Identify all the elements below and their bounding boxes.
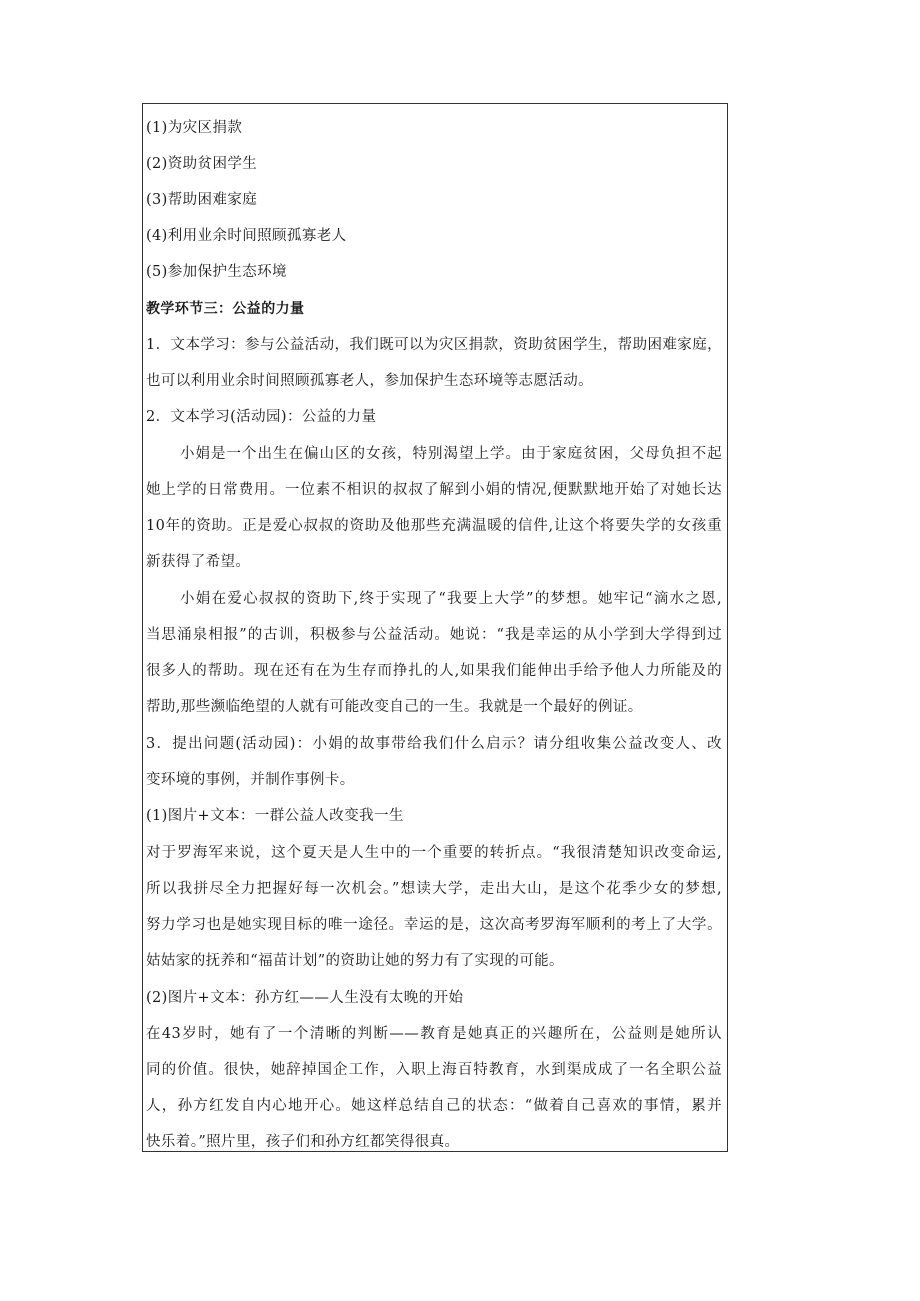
paragraph-line: 在43岁时，她有了一个清晰的判断——教育是她真正的兴趣所在，公益则是她所认 — [146, 1026, 722, 1042]
list-item: (1)为灾区捐款 — [146, 120, 243, 136]
paragraph-line: 小娟是一个出生在偏山区的女孩，特别渴望上学。由于家庭贫困，父母负担不起 — [180, 446, 722, 462]
paragraph-line: 对于罗海军来说，这个夏天是人生中的一个重要的转折点。“我很清楚知识改变命运, — [146, 845, 722, 861]
item-heading: 2．文本学习(活动园)：公益的力量 — [146, 409, 377, 425]
paragraph-line: 她上学的日常费用。一位素不相识的叔叔了解到小娟的情况,便默默地开始了对她长达 — [146, 482, 722, 498]
case-heading: (1)图片+文本：一群公益人改变我一生 — [146, 808, 404, 824]
paragraph-line: 1．文本学习：参与公益活动，我们既可以为灾区捐款，资助贫困学生，帮助困难家庭， — [146, 337, 722, 353]
list-item: (3)帮助困难家庭 — [146, 192, 258, 208]
paragraph-line: 很多人的帮助。现在还有在为生存而挣扎的人,如果我们能伸出手给予他人力所能及的 — [146, 663, 722, 679]
paragraph-line: 也可以利用业余时间照顾孤寡老人，参加保护生态环境等志愿活动。 — [146, 373, 593, 389]
case-heading: (2)图片+文本：孙方红——人生没有太晚的开始 — [146, 990, 464, 1006]
section-title: 教学环节三：公益的力量 — [146, 301, 305, 317]
paragraph-line: 人，孙方红发自内心地开心。她这样总结自己的状态：“做着自己喜欢的事情，累并 — [146, 1098, 722, 1114]
list-item: (2)资助贫困学生 — [146, 156, 258, 172]
paragraph-line: 当思涌泉相报”的古训，积极参与公益活动。她说：“我是幸运的从小学到大学得到过 — [146, 627, 722, 643]
paragraph-line: 快乐着。”照片里，孩子们和孙方红都笑得很真。 — [146, 1134, 460, 1150]
paragraph-line: 同的价值。很快，她辞掉国企工作，入职上海百特教育，水到渠成成了一名全职公益 — [146, 1062, 722, 1078]
paragraph-line: 小娟在爱心叔叔的资助下,终于实现了“我要上大学”的梦想。她牢记“滴水之恩, — [180, 591, 722, 607]
list-item: (4)利用业余时间照顾孤寡老人 — [146, 228, 347, 244]
paragraph-line: 努力学习也是她实现目标的唯一途径。幸运的是，这次高考罗海军顺利的考上了大学。 — [146, 917, 722, 933]
paragraph-line: 3．提出问题(活动园)：小娟的故事带给我们什么启示？请分组收集公益改变人、改 — [146, 736, 722, 752]
paragraph-line: 新获得了希望。 — [146, 554, 251, 570]
paragraph-line: 所以我拼尽全力把握好每一次机会。”想读大学，走出大山，是这个花季少女的梦想, — [146, 881, 722, 897]
paragraph-line: 变环境的事例，并制作事例卡。 — [146, 772, 355, 788]
paragraph-line: 帮助,那些濒临绝望的人就有可能改变自己的一生。我就是一个最好的例证。 — [146, 699, 643, 715]
paragraph-line: 10年的资助。正是爱心叔叔的资助及他那些充满温暖的信件,让这个将要失学的女孩重 — [146, 518, 722, 534]
list-item: (5)参加保护生态环境 — [146, 264, 287, 280]
paragraph-line: 姑姑家的抚养和“福苗计划”的资助让她的努力有了实现的可能。 — [146, 953, 564, 969]
